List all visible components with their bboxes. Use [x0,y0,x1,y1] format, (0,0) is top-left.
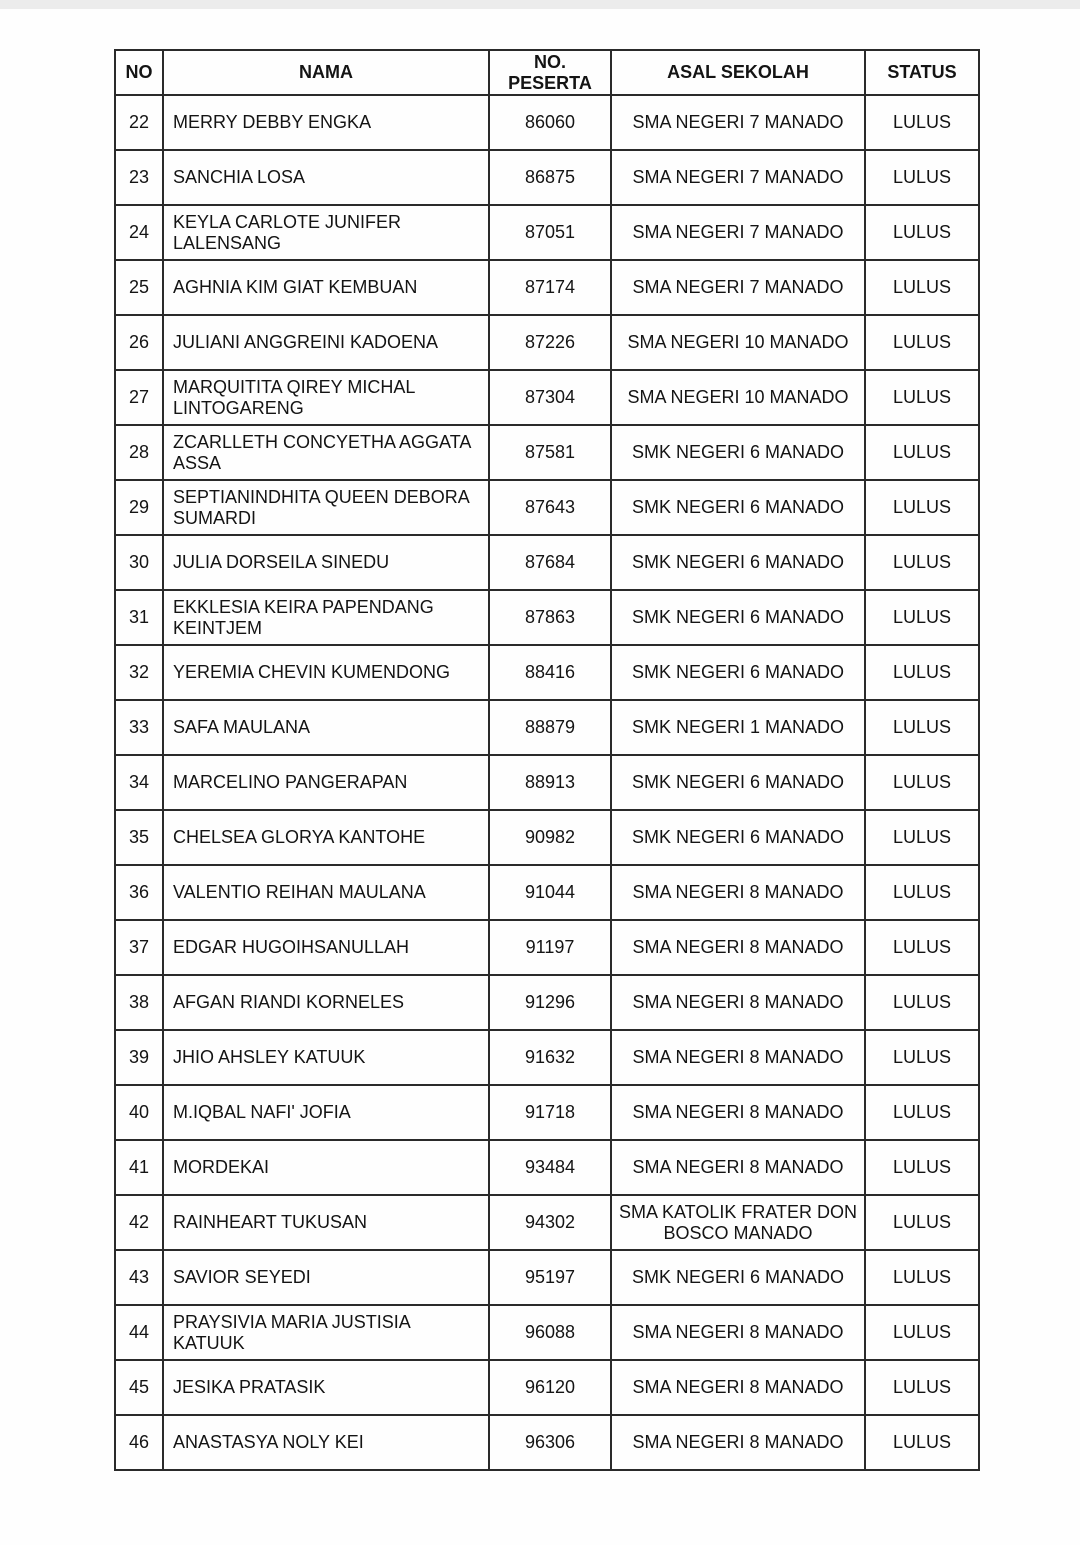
table-row [115,370,979,425]
row-number: 42 [115,1195,163,1250]
table-row [115,535,979,590]
school-name: SMK NEGERI 6 MANADO [611,425,865,480]
row-number: 41 [115,1140,163,1195]
status-cell: LULUS [865,645,979,700]
header-nama: NAMA [163,50,489,95]
student-name: SAVIOR SEYEDI [163,1250,489,1305]
school-name: SMA NEGERI 8 MANADO [611,1140,865,1195]
school-name: SMA NEGERI 8 MANADO [611,1305,865,1360]
row-number: 32 [115,645,163,700]
row-number: 44 [115,1305,163,1360]
status-cell: LULUS [865,590,979,645]
participant-number: 87174 [489,260,611,315]
row-number: 22 [115,95,163,150]
status-cell: LULUS [865,370,979,425]
table-row [115,700,979,755]
table-row [115,975,979,1030]
table-row [115,920,979,975]
school-name: SMA NEGERI 8 MANADO [611,1360,865,1415]
table-row [115,645,979,700]
participant-number: 87684 [489,535,611,590]
table-row [115,755,979,810]
participant-number: 87643 [489,480,611,535]
student-name: M.IQBAL NAFI' JOFIA [163,1085,489,1140]
row-number: 38 [115,975,163,1030]
table-row [115,1140,979,1195]
student-name: MARQUITITA QIREY MICHAL LINTOGARENG [163,370,489,425]
row-number: 33 [115,700,163,755]
row-number: 25 [115,260,163,315]
table-row [115,1195,979,1250]
participant-number: 91718 [489,1085,611,1140]
student-name: KEYLA CARLOTE JUNIFER LALENSANG [163,205,489,260]
school-name: SMA NEGERI 8 MANADO [611,975,865,1030]
student-name: PRAYSIVIA MARIA JUSTISIA KATUUK [163,1305,489,1360]
student-name: EDGAR HUGOIHSANULLAH [163,920,489,975]
participant-number: 96088 [489,1305,611,1360]
document-page [114,49,978,1471]
school-name: SMA NEGERI 8 MANADO [611,1030,865,1085]
table-row [115,1085,979,1140]
student-name: AFGAN RIANDI KORNELES [163,975,489,1030]
table-row [115,480,979,535]
participant-number: 86060 [489,95,611,150]
row-number: 27 [115,370,163,425]
status-cell: LULUS [865,1305,979,1360]
school-name: SMA NEGERI 10 MANADO [611,315,865,370]
row-number: 30 [115,535,163,590]
table-row [115,1360,979,1415]
status-cell: LULUS [865,1140,979,1195]
student-name: RAINHEART TUKUSAN [163,1195,489,1250]
row-number: 29 [115,480,163,535]
row-number: 39 [115,1030,163,1085]
school-name: SMA KATOLIK FRATER DON BOSCO MANADO [611,1195,865,1250]
table-row [115,1250,979,1305]
student-name: AGHNIA KIM GIAT KEMBUAN [163,260,489,315]
header-asal-sekolah: ASAL SEKOLAH [611,50,865,95]
row-number: 46 [115,1415,163,1470]
school-name: SMK NEGERI 6 MANADO [611,810,865,865]
school-name: SMA NEGERI 8 MANADO [611,920,865,975]
table-row [115,865,979,920]
student-name: YEREMIA CHEVIN KUMENDONG [163,645,489,700]
student-name: VALENTIO REIHAN MAULANA [163,865,489,920]
school-name: SMK NEGERI 1 MANADO [611,700,865,755]
status-cell: LULUS [865,810,979,865]
school-name: SMA NEGERI 7 MANADO [611,205,865,260]
participant-number: 91632 [489,1030,611,1085]
graduation-results-table [114,49,980,1471]
school-name: SMA NEGERI 10 MANADO [611,370,865,425]
student-name: MERRY DEBBY ENGKA [163,95,489,150]
student-name: JHIO AHSLEY KATUUK [163,1030,489,1085]
participant-number: 88416 [489,645,611,700]
status-cell: LULUS [865,535,979,590]
status-cell: LULUS [865,755,979,810]
school-name: SMK NEGERI 6 MANADO [611,1250,865,1305]
status-cell: LULUS [865,205,979,260]
status-cell: LULUS [865,700,979,755]
student-name: EKKLESIA KEIRA PAPENDANG KEINTJEM [163,590,489,645]
status-cell: LULUS [865,975,979,1030]
status-cell: LULUS [865,1415,979,1470]
header-no-peserta: NO. PESERTA [489,50,611,95]
participant-number: 87051 [489,205,611,260]
status-cell: LULUS [865,315,979,370]
row-number: 35 [115,810,163,865]
student-name: SEPTIANINDHITA QUEEN DEBORA SUMARDI [163,480,489,535]
participant-number: 86875 [489,150,611,205]
student-name: JULIANI ANGGREINI KADOENA [163,315,489,370]
status-cell: LULUS [865,920,979,975]
row-number: 37 [115,920,163,975]
student-name: SAFA MAULANA [163,700,489,755]
row-number: 43 [115,1250,163,1305]
participant-number: 93484 [489,1140,611,1195]
student-name: MARCELINO PANGERAPAN [163,755,489,810]
row-number: 36 [115,865,163,920]
participant-number: 88913 [489,755,611,810]
school-name: SMK NEGERI 6 MANADO [611,590,865,645]
participant-number: 91044 [489,865,611,920]
row-number: 40 [115,1085,163,1140]
header-no: NO [115,50,163,95]
participant-number: 96120 [489,1360,611,1415]
status-cell: LULUS [865,1360,979,1415]
participant-number: 87304 [489,370,611,425]
participant-number: 95197 [489,1250,611,1305]
row-number: 26 [115,315,163,370]
student-name: SANCHIA LOSA [163,150,489,205]
row-number: 34 [115,755,163,810]
school-name: SMA NEGERI 7 MANADO [611,150,865,205]
participant-number: 87581 [489,425,611,480]
school-name: SMA NEGERI 7 MANADO [611,95,865,150]
school-name: SMA NEGERI 8 MANADO [611,865,865,920]
status-cell: LULUS [865,1250,979,1305]
status-cell: LULUS [865,480,979,535]
table-row [115,1415,979,1470]
student-name: ZCARLLETH CONCYETHA AGGATA ASSA [163,425,489,480]
participant-number: 87863 [489,590,611,645]
status-cell: LULUS [865,260,979,315]
status-cell: LULUS [865,1085,979,1140]
scan-top-edge [0,0,1080,9]
status-cell: LULUS [865,150,979,205]
table-row [115,205,979,260]
participant-number: 87226 [489,315,611,370]
school-name: SMA NEGERI 8 MANADO [611,1085,865,1140]
participant-number: 91197 [489,920,611,975]
table-row [115,1030,979,1085]
participant-number: 90982 [489,810,611,865]
row-number: 45 [115,1360,163,1415]
table-row [115,1305,979,1360]
table-header-row [115,50,979,95]
participant-number: 91296 [489,975,611,1030]
status-cell: LULUS [865,865,979,920]
row-number: 31 [115,590,163,645]
table-row [115,315,979,370]
row-number: 28 [115,425,163,480]
participant-number: 96306 [489,1415,611,1470]
school-name: SMA NEGERI 7 MANADO [611,260,865,315]
student-name: JESIKA PRATASIK [163,1360,489,1415]
row-number: 23 [115,150,163,205]
status-cell: LULUS [865,1030,979,1085]
table-row [115,425,979,480]
status-cell: LULUS [865,425,979,480]
school-name: SMK NEGERI 6 MANADO [611,480,865,535]
table-row [115,150,979,205]
school-name: SMK NEGERI 6 MANADO [611,755,865,810]
table-row [115,590,979,645]
status-cell: LULUS [865,1195,979,1250]
participant-number: 88879 [489,700,611,755]
table-row [115,810,979,865]
participant-number: 94302 [489,1195,611,1250]
header-status: STATUS [865,50,979,95]
student-name: MORDEKAI [163,1140,489,1195]
school-name: SMK NEGERI 6 MANADO [611,535,865,590]
student-name: CHELSEA GLORYA KANTOHE [163,810,489,865]
school-name: SMK NEGERI 6 MANADO [611,645,865,700]
table-row [115,260,979,315]
row-number: 24 [115,205,163,260]
table-body [115,95,979,1470]
school-name: SMA NEGERI 8 MANADO [611,1415,865,1470]
status-cell: LULUS [865,95,979,150]
student-name: ANASTASYA NOLY KEI [163,1415,489,1470]
student-name: JULIA DORSEILA SINEDU [163,535,489,590]
table-row [115,95,979,150]
